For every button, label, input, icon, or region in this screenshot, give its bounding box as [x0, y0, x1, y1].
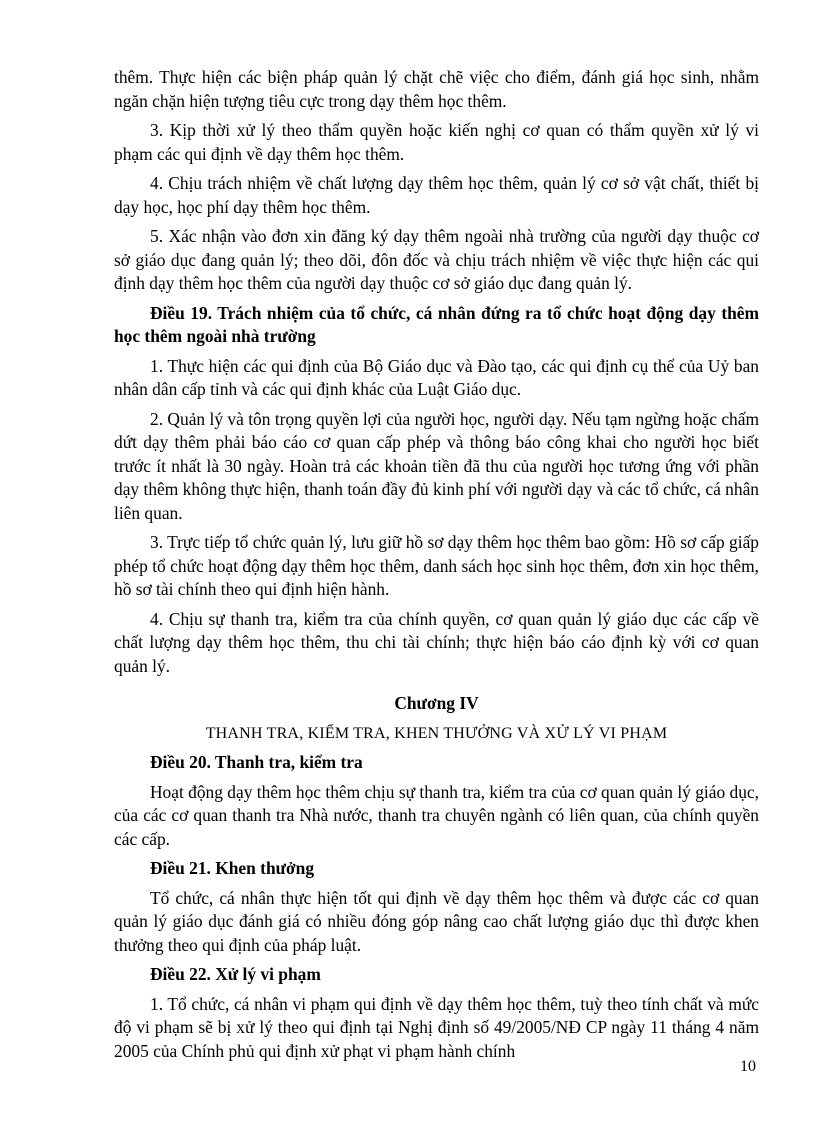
paragraph-continuation: thêm. Thực hiện các biện pháp quản lý chặt chẽ việc cho điểm, đánh giá học sinh, nhằm ngăn chặn hiện tượng tiêu cực trong dạy thêm học thêm.: [114, 67, 759, 111]
article-19-item-3: 3. Trực tiếp tổ chức quản lý, lưu giữ hồ sơ dạy thêm học thêm bao gồm: Hồ sơ cấp giấp phép tổ chức hoạt động dạy thêm học thêm, danh sách học sinh học thêm, đơn xin học thêm, hồ sơ tài chính theo qui định hiện hành.: [114, 532, 759, 599]
paragraph-item-3: 3. Kịp thời xử lý theo thẩm quyền hoặc kiến nghị cơ quan có thẩm quyền xử lý vi phạm các qui định về dạy thêm học thêm.: [114, 120, 759, 164]
chapter-subtitle: THANH TRA, KIỂM TRA, KHEN THƯỞNG VÀ XỬ LÝ VI PHẠM: [205, 724, 668, 742]
article-19-title: Điều 19. Trách nhiệm của tổ chức, cá nhân đứng ra tổ chức hoạt động dạy thêm học thêm ngoài nhà trường: [114, 302, 759, 346]
article-22-title: Điều 22. Xử lý vi phạm: [150, 964, 321, 984]
article-21-title: Điều 21. Khen thưởng: [150, 858, 315, 878]
chapter-title: Chương IV: [394, 693, 479, 713]
document-page: [114, 66, 759, 1069]
article-19-item-1: 1. Thực hiện các qui định của Bộ Giáo dục và Đào tạo, các qui định cụ thể của Uỷ ban nhân dân cấp tỉnh và các qui định khác của Luật Giáo dục.: [114, 355, 759, 399]
article-20-title: Điều 20. Thanh tra, kiểm tra: [150, 752, 363, 772]
article-19-item-2: 2. Quản lý và tôn trọng quyền lợi của người học, người dạy. Nếu tạm ngừng hoặc chấm dứt dạy thêm phải báo cáo cơ quan cấp phép và thông báo công khai cho người học biết trước ít nhất là 30 ngày. Hoàn trả các khoản tiền đã thu của người học tương ứng với phần dạy thêm không thực hiện, thanh toán đầy đủ kinh phí với người dạy và các tổ chức, cá nhân liên quan.: [114, 408, 759, 523]
article-22-body: 1. Tổ chức, cá nhân vi phạm qui định về dạy thêm học thêm, tuỳ theo tính chất và mức độ vi phạm sẽ bị xử lý theo qui định tại Nghị định số 49/2005/NĐ CP ngày 11 tháng 4 năm 2005 của Chính phủ qui định xử phạt vi phạm hành chính: [114, 993, 759, 1061]
page-number: 10: [740, 1058, 756, 1075]
article-19-item-4: 4. Chịu sự thanh tra, kiểm tra của chính quyền, cơ quan quản lý giáo dục các cấp về chất lượng dạy thêm học thêm, thu chi tài chính; thực hiện báo cáo định kỳ với cơ quan quản lý.: [114, 608, 759, 676]
article-21-body: Tổ chức, cá nhân thực hiện tốt qui định về dạy thêm học thêm và được các cơ quan quản lý giáo dục đánh giá có nhiều đóng góp nâng cao chất lượng giáo dục thì được khen thưởng theo qui định của pháp luật.: [114, 887, 759, 955]
paragraph-item-5: 5. Xác nhận vào đơn xin đăng ký dạy thêm ngoài nhà trường của người dạy thuộc cơ sở giáo dục đang quản lý; theo dõi, đôn đốc và chịu trách nhiệm về việc thực hiện các qui định dạy thêm học thêm của người dạy thuộc cơ sở giáo dục đang quản lý.: [114, 226, 759, 293]
article-20-body: Hoạt động dạy thêm học thêm chịu sự thanh tra, kiểm tra của cơ quan quản lý giáo dục, của các cơ quan thanh tra Nhà nước, thanh tra chuyên ngành có liên quan, của chính quyền các cấp.: [114, 781, 759, 849]
paragraph-item-4: 4. Chịu trách nhiệm về chất lượng dạy thêm học thêm, quản lý cơ sở vật chất, thiết bị dạy học, học phí dạy thêm học thêm.: [114, 173, 759, 217]
